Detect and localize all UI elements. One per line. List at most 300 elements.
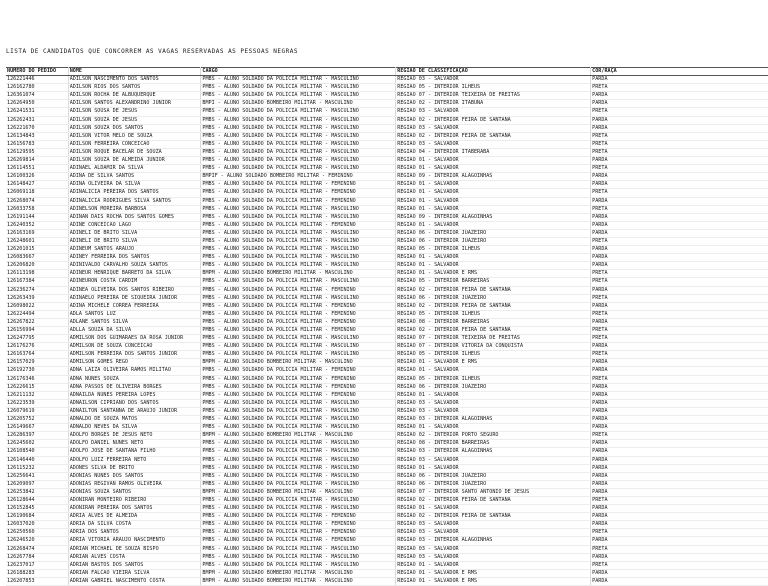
cell-cor-raca: PARDA <box>591 76 768 84</box>
cell-cor-raca: PARDA <box>591 197 768 205</box>
cell-cor-raca: PARDA <box>591 424 768 432</box>
table-row <box>6 561 768 569</box>
cell-regiao: REGIAO 01 - SALVADOR E RMS <box>396 577 591 585</box>
table-header-row <box>6 68 768 76</box>
cell-cor-raca: PARDA <box>591 92 768 100</box>
cell-numero-pedido: 126162780 <box>6 84 68 92</box>
cell-regiao: REGIAO 01 - SALVADOR <box>396 205 591 213</box>
cell-cor-raca: PRETA <box>591 375 768 383</box>
cell-cargo: PMBS - ALUNO SOLDADO DA POLICIA MILITAR - MASCULINO <box>201 505 396 513</box>
cell-cargo: PMBS - ALUNO SOLDADO DA POLICIA MILITAR - FEMININO <box>201 189 396 197</box>
cell-regiao: REGIAO 01 - SALVADOR <box>396 464 591 472</box>
table-row <box>6 302 768 310</box>
cell-nome: ADINEURON COSTA CARDIM <box>68 278 201 286</box>
cell-regiao: REGIAO 03 - INTERIOR ALAGOINHAS <box>396 416 591 424</box>
cell-nome: ADILSON SANTOS ALEXANDRINO JUNIOR <box>68 100 201 108</box>
cell-nome: ADNA NUNES SOUZA <box>68 375 201 383</box>
cell-nome: ADONIRAN MONTEIRO RIBEIRO <box>68 496 201 504</box>
table-row <box>6 424 768 432</box>
cell-numero-pedido: 126176276 <box>6 343 68 351</box>
table-row <box>6 116 768 124</box>
candidates-table <box>6 67 768 586</box>
table-row <box>6 254 768 262</box>
cell-regiao: REGIAO 06 - INTERIOR JUAZEIRO <box>396 480 591 488</box>
cell-cor-raca: PARDA <box>591 100 768 108</box>
cell-cargo: PMBS - ALUNO SOLDADO DA POLICIA MILITAR - MASCULINO <box>201 116 396 124</box>
table-row <box>6 270 768 278</box>
cell-numero-pedido: 126157029 <box>6 359 68 367</box>
cell-nome: ADINA DE SILVA SANTOS <box>68 173 201 181</box>
cell-cor-raca: PARDA <box>591 407 768 415</box>
cell-cargo: PMBS - ALUNO SOLDADO DA POLICIA MILITAR - MASCULINO <box>201 407 396 415</box>
cell-cor-raca: PARDA <box>591 505 768 513</box>
cell-cargo: PMBS - ALUNO SOLDADO DA POLICIA MILITAR - FEMININO <box>201 391 396 399</box>
cell-nome: ADONES SILVA DE BRITO <box>68 464 201 472</box>
cell-cargo: BMPM - ALUNO SOLDADO BOMBEIRO MILITAR - MASCULINO <box>201 359 396 367</box>
cell-cargo: PMBS - ALUNO SOLDADO DA POLICIA MILITAR - MASCULINO <box>201 335 396 343</box>
column-header-nome: NOME <box>68 68 201 76</box>
cell-numero-pedido: 126241531 <box>6 108 68 116</box>
table-row <box>6 124 768 132</box>
cell-regiao: REGIAO 01 - SALVADOR <box>396 367 591 375</box>
cell-numero-pedido: 126115232 <box>6 464 68 472</box>
cell-regiao: REGIAO 01 - SALVADOR <box>396 254 591 262</box>
cell-regiao: REGIAO 03 - SALVADOR <box>396 108 591 116</box>
cell-numero-pedido: 126268074 <box>6 197 68 205</box>
table-row <box>6 335 768 343</box>
cell-regiao: REGIAO 01 - SALVADOR <box>396 505 591 513</box>
cell-cargo: PMBS - ALUNO SOLDADO DA POLICIA MILITAR - MASCULINO <box>201 92 396 100</box>
cell-nome: ADILSON FERREIRA CONCEICAO <box>68 140 201 148</box>
cell-numero-pedido: 126079619 <box>6 407 68 415</box>
cell-regiao: REGIAO 02 - INTERIOR FEIRA DE SANTANA <box>396 116 591 124</box>
cell-nome: ADONIAS SOUZA SANTOS <box>68 488 201 496</box>
cell-regiao: REGIAO 03 - SALVADOR <box>396 140 591 148</box>
cell-nome: ADINELI DE BRITO SILVA <box>68 229 201 237</box>
cell-cargo: PMBS - ALUNO SOLDADO DA POLICIA MILITAR - MASCULINO <box>201 205 396 213</box>
cell-cor-raca: PRETA <box>591 270 768 278</box>
cell-nome: ADILSON SOUSA DE JESUS <box>68 108 201 116</box>
cell-cargo: PMBS - ALUNO SOLDADO DA POLICIA MILITAR - FEMININO <box>201 318 396 326</box>
cell-regiao: REGIAO 05 - INTERIOR ILHEUS <box>396 246 591 254</box>
cell-numero-pedido: 126146440 <box>6 456 68 464</box>
cell-numero-pedido: 126098022 <box>6 302 68 310</box>
cell-cor-raca: PARDA <box>591 513 768 521</box>
cell-cargo: PMBS - ALUNO SOLDADO DA POLICIA MILITAR - MASCULINO <box>201 262 396 270</box>
cell-cor-raca: PARDA <box>591 229 768 237</box>
cell-regiao: REGIAO 07 - INTERIOR VITORIA DA CONQUISTA <box>396 343 591 351</box>
cell-cargo: BMPM - ALUNO SOLDADO BOMBEIRO MILITAR - MASCULINO <box>201 569 396 577</box>
cell-regiao: REGIAO 05 - INTERIOR BARREIRAS <box>396 278 591 286</box>
cell-nome: ADILSON SOUZA DE ALMEIDA JUNIOR <box>68 157 201 165</box>
cell-regiao: REGIAO 07 - INTERIOR TEIXEIRA DE FREITAS <box>396 335 591 343</box>
cell-nome: ADMILSON FERREIRA DOS SANTOS JUNIOR <box>68 351 201 359</box>
cell-cargo: PMBS - ALUNO SOLDADO DA POLICIA MILITAR - FEMININO <box>201 310 396 318</box>
cell-regiao: REGIAO 06 - INTERIOR JUAZEIRO <box>396 294 591 302</box>
cell-nome: ADNAILTON SANTANNA DE ARAUJO JUNIOR <box>68 407 201 415</box>
table-row <box>6 173 768 181</box>
cell-cargo: PMBS - ALUNO SOLDADO DA POLICIA MILITAR - MASCULINO <box>201 472 396 480</box>
column-header-cor-raca: COR/RAÇA <box>591 68 768 76</box>
cell-cor-raca: PARDA <box>591 456 768 464</box>
cell-numero-pedido: 126128644 <box>6 496 68 504</box>
cell-cargo: PMBS - ALUNO SOLDADO DA POLICIA MILITAR - FEMININO <box>201 197 396 205</box>
cell-regiao: REGIAO 09 - INTERIOR ALAGOINHAS <box>396 213 591 221</box>
cell-cargo: PMBS - ALUNO SOLDADO DA POLICIA MILITAR - MASCULINO <box>201 496 396 504</box>
cell-numero-pedido: 126211132 <box>6 391 68 399</box>
cell-regiao: REGIAO 06 - INTERIOR JUAZEIRO <box>396 237 591 245</box>
cell-regiao: REGIAO 01 - SALVADOR <box>396 424 591 432</box>
table-row <box>6 278 768 286</box>
table-row <box>6 205 768 213</box>
cell-cargo: PMBS - ALUNO SOLDADO DA POLICIA MILITAR - MASCULINO <box>201 108 396 116</box>
cell-numero-pedido: 126245602 <box>6 440 68 448</box>
cell-numero-pedido: 126223539 <box>6 399 68 407</box>
cell-cor-raca: PRETA <box>591 310 768 318</box>
cell-nome: ADOLFO BORGES DE JESUS NETO <box>68 432 201 440</box>
cell-nome: ADRIAN BASTOS DOS SANTOS <box>68 561 201 569</box>
cell-regiao: REGIAO 05 - INTERIOR ILHEUS <box>396 375 591 383</box>
cell-cor-raca: PARDA <box>591 213 768 221</box>
cell-numero-pedido: 126156994 <box>6 327 68 335</box>
cell-regiao: REGIAO 01 - SALVADOR <box>396 391 591 399</box>
cell-regiao: REGIAO 02 - INTERIOR FEIRA DE SANTANA <box>396 327 591 335</box>
table-row <box>6 197 768 205</box>
cell-nome: ADILSON NASCIMENTO DOS SANTOS <box>68 76 201 84</box>
cell-nome: ADILSON ROQUE BACELAR DE SOUZA <box>68 148 201 156</box>
cell-cor-raca: PRETA <box>591 545 768 553</box>
cell-regiao: REGIAO 03 - INTERIOR ALAGOINHAS <box>396 448 591 456</box>
cell-regiao: REGIAO 02 - INTERIOR FEIRA DE SANTANA <box>396 513 591 521</box>
cell-cargo: PMBS - ALUNO SOLDADO DA POLICIA MILITAR - FEMININO <box>201 537 396 545</box>
cell-numero-pedido: 126152845 <box>6 505 68 513</box>
cell-numero-pedido: 126248601 <box>6 237 68 245</box>
cell-nome: ADRIAN FALCAO VIEIRA SILVA <box>68 569 201 577</box>
cell-numero-pedido: 126201015 <box>6 246 68 254</box>
cell-regiao: REGIAO 06 - INTERIOR JUAZEIRO <box>396 229 591 237</box>
table-row <box>6 505 768 513</box>
cell-numero-pedido: 126267822 <box>6 318 68 326</box>
cell-numero-pedido: 126206820 <box>6 262 68 270</box>
table-row <box>6 84 768 92</box>
cell-numero-pedido: 126256641 <box>6 472 68 480</box>
cell-regiao: REGIAO 02 - INTERIOR FEIRA DE SANTANA <box>396 132 591 140</box>
cell-cor-raca: PARDA <box>591 391 768 399</box>
table-row <box>6 440 768 448</box>
cell-regiao: REGIAO 08 - INTERIOR BARREIRAS <box>396 318 591 326</box>
cell-nome: ADOLFO DANIEL NUNES NETO <box>68 440 201 448</box>
cell-regiao: REGIAO 06 - INTERIOR JUAZEIRO <box>396 472 591 480</box>
cell-numero-pedido: 126176346 <box>6 375 68 383</box>
cell-cor-raca: PARDA <box>591 488 768 496</box>
cell-regiao: REGIAO 03 - SALVADOR <box>396 529 591 537</box>
cell-cargo: PMBS - ALUNO SOLDADO DA POLICIA MILITAR - MASCULINO <box>201 424 396 432</box>
cell-numero-pedido: 126148427 <box>6 181 68 189</box>
cell-nome: ADINELSON MOREIRA BARBOSA <box>68 205 201 213</box>
cell-cargo: PMBS - ALUNO SOLDADO DA POLICIA MILITAR - FEMININO <box>201 302 396 310</box>
cell-cor-raca: PARDA <box>591 343 768 351</box>
cell-cor-raca: PARDA <box>591 254 768 262</box>
cell-regiao: REGIAO 01 - SALVADOR <box>396 181 591 189</box>
cell-numero-pedido: 126114551 <box>6 165 68 173</box>
cell-nome: ADILSON VITOR MELO DE SOUZA <box>68 132 201 140</box>
cell-cor-raca: PARDA <box>591 448 768 456</box>
cell-nome: ADINE CONCEICAO LAGO <box>68 221 201 229</box>
table-row <box>6 221 768 229</box>
cell-cor-raca: PARDA <box>591 440 768 448</box>
cell-regiao: REGIAO 02 - INTERIOR PORTO SEGURO <box>396 432 591 440</box>
table-row <box>6 464 768 472</box>
cell-cor-raca: PRETA <box>591 132 768 140</box>
cell-cor-raca: PRETA <box>591 335 768 343</box>
table-row <box>6 407 768 415</box>
cell-cargo: PMBS - ALUNO SOLDADO DA POLICIA MILITAR - MASCULINO <box>201 553 396 561</box>
cell-numero-pedido: 126188283 <box>6 569 68 577</box>
cell-cargo: PMBS - ALUNO SOLDADO DA POLICIA MILITAR - MASCULINO <box>201 246 396 254</box>
cell-cor-raca: PRETA <box>591 351 768 359</box>
cell-numero-pedido: 126237017 <box>6 561 68 569</box>
cell-regiao: REGIAO 07 - INTERIOR SANTO ANTONIO DE JESUS <box>396 488 591 496</box>
cell-cor-raca: PARDA <box>591 181 768 189</box>
cell-cargo: PMBS - ALUNO SOLDADO DA POLICIA MILITAR - FEMININO <box>201 221 396 229</box>
cell-cor-raca: PARDA <box>591 157 768 165</box>
cell-cor-raca: PRETA <box>591 189 768 197</box>
cell-numero-pedido: 126226615 <box>6 383 68 391</box>
cell-cor-raca: PARDA <box>591 577 768 585</box>
cell-cargo: PMBS - ALUNO SOLDADO DA POLICIA MILITAR - MASCULINO <box>201 351 396 359</box>
cell-cargo: PMBS - ALUNO SOLDADO DA POLICIA MILITAR - MASCULINO <box>201 399 396 407</box>
cell-regiao: REGIAO 01 - SALVADOR E RMS <box>396 270 591 278</box>
cell-cor-raca: PARDA <box>591 416 768 424</box>
cell-nome: ADRIAN GABRIEL NASCIMENTO COSTA <box>68 577 201 585</box>
cell-numero-pedido: 126163169 <box>6 229 68 237</box>
cell-nome: ADINEUR HENRIQUE BARRETO DA SILVA <box>68 270 201 278</box>
cell-nome: ADILSON SOUZA DE JESUS <box>68 116 201 124</box>
cell-nome: ADILSON RIOS DOS SANTOS <box>68 84 201 92</box>
table-row <box>6 529 768 537</box>
cell-cargo: PMBS - ALUNO SOLDADO DA POLICIA MILITAR - MASCULINO <box>201 84 396 92</box>
cell-nome: ADMILSON GOMES REGO <box>68 359 201 367</box>
cell-numero-pedido: 126224494 <box>6 310 68 318</box>
table-row <box>6 92 768 100</box>
table-row <box>6 132 768 140</box>
cell-cor-raca: PARDA <box>591 472 768 480</box>
cell-cor-raca: PARDA <box>591 537 768 545</box>
cell-numero-pedido: 126240352 <box>6 221 68 229</box>
cell-cor-raca: PARDA <box>591 221 768 229</box>
table-row <box>6 189 768 197</box>
cell-regiao: REGIAO 01 - SALVADOR <box>396 221 591 229</box>
cell-nome: ADINAEL ALDAMIR DA SILVA <box>68 165 201 173</box>
cell-nome: ADONIAS REGIVAN RAMOS OLIVEIRA <box>68 480 201 488</box>
cell-numero-pedido: 126134843 <box>6 132 68 140</box>
cell-nome: ADNALDO DE SOUZA MATOS <box>68 416 201 424</box>
table-row <box>6 513 768 521</box>
cell-nome: ADRIA ALVES DE ALMEIDA <box>68 513 201 521</box>
cell-regiao: REGIAO 01 - SALVADOR <box>396 157 591 165</box>
cell-numero-pedido: 126033758 <box>6 205 68 213</box>
cell-cor-raca: PARDA <box>591 124 768 132</box>
cell-cargo: PMBS - ALUNO SOLDADO DA POLICIA MILITAR - MASCULINO <box>201 237 396 245</box>
cell-cargo: PMBS - ALUNO SOLDADO DA POLICIA MILITAR - FEMININO <box>201 513 396 521</box>
cell-cor-raca: PRETA <box>591 496 768 504</box>
cell-cargo: PMBS - ALUNO SOLDADO DA POLICIA MILITAR - MASCULINO <box>201 278 396 286</box>
cell-regiao: REGIAO 08 - INTERIOR BARREIRAS <box>396 440 591 448</box>
cell-regiao: REGIAO 04 - INTERIOR ITABERABA <box>396 148 591 156</box>
table-row <box>6 237 768 245</box>
column-header-cargo: CARGO <box>201 68 396 76</box>
cell-numero-pedido: 126236274 <box>6 286 68 294</box>
cell-nome: ADINEY FERREIRA DOS SANTOS <box>68 254 201 262</box>
cell-cor-raca: PRETA <box>591 294 768 302</box>
cell-regiao: REGIAO 02 - INTERIOR ITABUNA <box>396 100 591 108</box>
cell-numero-pedido: 126269814 <box>6 157 68 165</box>
cell-nome: ADRIA DA SILVA COSTA <box>68 521 201 529</box>
table-row <box>6 100 768 108</box>
cell-nome: ADINEUM SANTOS ARAUJO <box>68 246 201 254</box>
cell-cargo: PMBS - ALUNO SOLDADO DA POLICIA MILITAR - MASCULINO <box>201 545 396 553</box>
cell-numero-pedido: 126113198 <box>6 270 68 278</box>
table-row <box>6 537 768 545</box>
cell-numero-pedido: 126207853 <box>6 577 68 585</box>
cell-cor-raca: PRETA <box>591 108 768 116</box>
cell-numero-pedido: 126286397 <box>6 432 68 440</box>
cell-cor-raca: PARDA <box>591 262 768 270</box>
cell-cor-raca: PRETA <box>591 529 768 537</box>
table-row <box>6 318 768 326</box>
cell-numero-pedido: 126361074 <box>6 92 68 100</box>
cell-cargo: PMBS - ALUNO SOLDADO DA POLICIA MILITAR - MASCULINO <box>201 480 396 488</box>
table-row <box>6 569 768 577</box>
cell-numero-pedido: 126253842 <box>6 488 68 496</box>
cell-regiao: REGIAO 01 - SALVADOR <box>396 262 591 270</box>
cell-cor-raca: PARDA <box>591 553 768 561</box>
table-row <box>6 399 768 407</box>
cell-numero-pedido: 126167384 <box>6 278 68 286</box>
cell-cargo: PMBS - ALUNO SOLDADO DA POLICIA MILITAR - MASCULINO <box>201 254 396 262</box>
cell-cargo: PMBS - ALUNO SOLDADO DA POLICIA MILITAR - FEMININO <box>201 521 396 529</box>
cell-numero-pedido: 126190684 <box>6 513 68 521</box>
cell-cor-raca: PARDA <box>591 359 768 367</box>
cell-cargo: PMBS - ALUNO SOLDADO DA POLICIA MILITAR - MASCULINO <box>201 448 396 456</box>
table-row <box>6 488 768 496</box>
cell-numero-pedido: 126069118 <box>6 189 68 197</box>
cell-regiao: REGIAO 02 - INTERIOR FEIRA DE SANTANA <box>396 496 591 504</box>
column-header-numero-pedido: NUMERO DO PEDIDO <box>6 68 68 76</box>
cell-regiao: REGIAO 01 - SALVADOR <box>396 189 591 197</box>
cell-nome: ADINA MICHELE CORREA FERREIRA <box>68 302 201 310</box>
cell-cargo: BMPM - ALUNO SOLDADO BOMBEIRO MILITAR - MASCULINO <box>201 432 396 440</box>
cell-nome: ADINIVALDO CARVALHO SOUZA SANTOS <box>68 262 201 270</box>
cell-nome: ADLLA SOUZA DA SILVA <box>68 327 201 335</box>
cell-cargo: PMBS - ALUNO SOLDADO DA POLICIA MILITAR - MASCULINO <box>201 456 396 464</box>
cell-cor-raca: PRETA <box>591 237 768 245</box>
cell-cor-raca: PARDA <box>591 383 768 391</box>
cell-nome: ADLA SANTOS LUZ <box>68 310 201 318</box>
cell-numero-pedido: 126262431 <box>6 116 68 124</box>
cell-nome: ADILSON ROCHA DE ALBUQUERQUE <box>68 92 201 100</box>
cell-nome: ADOLFO LUIZ FERREIRA NETO <box>68 456 201 464</box>
cell-regiao: REGIAO 03 - SALVADOR <box>396 456 591 464</box>
cell-numero-pedido: 126100326 <box>6 173 68 181</box>
table-row <box>6 76 768 84</box>
table-row <box>6 229 768 237</box>
table-row <box>6 213 768 221</box>
cell-nome: ADINAN DAIS ROCHA DOS SANTOS GOMES <box>68 213 201 221</box>
cell-regiao: REGIAO 05 - INTERIOR ILHEUS <box>396 84 591 92</box>
table-row <box>6 383 768 391</box>
table-row <box>6 521 768 529</box>
cell-regiao: REGIAO 03 - SALVADOR <box>396 399 591 407</box>
cell-nome: ADINAELO PEREIRA DE SIQUEIRA JUNIOR <box>68 294 201 302</box>
table-row <box>6 577 768 585</box>
cell-nome: ADMILSON DOS GUIMARAES DA ROSA JUNIOR <box>68 335 201 343</box>
cell-cargo: PMBS - ALUNO SOLDADO DA POLICIA MILITAR - MASCULINO <box>201 229 396 237</box>
cell-regiao: REGIAO 05 - INTERIOR ILHEUS <box>396 310 591 318</box>
cell-numero-pedido: 126108540 <box>6 448 68 456</box>
cell-numero-pedido: 126037020 <box>6 521 68 529</box>
cell-cor-raca: PRETA <box>591 278 768 286</box>
table-row <box>6 286 768 294</box>
cell-regiao: REGIAO 03 - SALVADOR <box>396 553 591 561</box>
cell-cor-raca: PARDA <box>591 480 768 488</box>
cell-cor-raca: PARDA <box>591 286 768 294</box>
cell-nome: ADILSON SOUZA DOS SANTOS <box>68 124 201 132</box>
cell-cargo: BMPIF - ALUNO SOLDADO BOMBEIRO MILITAR - FEMININO <box>201 173 396 181</box>
cell-regiao: REGIAO 01 - SALVADOR <box>396 561 591 569</box>
cell-numero-pedido: 126268474 <box>6 545 68 553</box>
table-row <box>6 351 768 359</box>
cell-nome: ADNAILDA NUNES PEREIRA LOPES <box>68 391 201 399</box>
table-row <box>6 108 768 116</box>
table-row <box>6 359 768 367</box>
cell-cor-raca: PARDA <box>591 399 768 407</box>
cell-cargo: PMBS - ALUNO SOLDADO DA POLICIA MILITAR - MASCULINO <box>201 76 396 84</box>
cell-cargo: PMBS - ALUNO SOLDADO DA POLICIA MILITAR - MASCULINO <box>201 343 396 351</box>
cell-cargo: PMBS - ALUNO SOLDADO DA POLICIA MILITAR - FEMININO <box>201 367 396 375</box>
cell-cargo: PMBS - ALUNO SOLDADO DA POLICIA MILITAR - FEMININO <box>201 529 396 537</box>
cell-cor-raca: PARDA <box>591 464 768 472</box>
cell-numero-pedido: 126246520 <box>6 537 68 545</box>
cell-numero-pedido: 126149667 <box>6 424 68 432</box>
table-body <box>6 76 768 586</box>
cell-cor-raca: PRETA <box>591 148 768 156</box>
cell-cor-raca: PRETA <box>591 432 768 440</box>
cell-nome: ADRIAN MICHAEL DE SOUZA BISPO <box>68 545 201 553</box>
table-row <box>6 432 768 440</box>
cell-cor-raca: PARDA <box>591 302 768 310</box>
cell-cargo: PMBS - ALUNO SOLDADO DA POLICIA MILITAR - MASCULINO <box>201 157 396 165</box>
cell-numero-pedido: 126191144 <box>6 213 68 221</box>
table-row <box>6 375 768 383</box>
cell-numero-pedido: 126267784 <box>6 553 68 561</box>
cell-nome: ADONIRAN PEREIRA DOS SANTOS <box>68 505 201 513</box>
cell-cargo: BMPM - ALUNO SOLDADO BOMBEIRO MILITAR - MASCULINO <box>201 270 396 278</box>
table-row <box>6 456 768 464</box>
cell-cargo: BMPI - ALUNO SOLDADO BOMBEIRO MILITAR - MASCULINO <box>201 100 396 108</box>
cell-cor-raca: PRETA <box>591 561 768 569</box>
table-row <box>6 327 768 335</box>
cell-cor-raca: PARDA <box>591 246 768 254</box>
column-header-regiao: REGIÃO DE CLASSIFICAÇÃO <box>396 68 591 76</box>
cell-cargo: PMBS - ALUNO SOLDADO DA POLICIA MILITAR - MASCULINO <box>201 148 396 156</box>
table-row <box>6 391 768 399</box>
cell-nome: ADINALICIA RODRIGUES SILVA SANTOS <box>68 197 201 205</box>
cell-regiao: REGIAO 01 - SALVADOR E RMS <box>396 359 591 367</box>
table-row <box>6 367 768 375</box>
cell-numero-pedido: 126263439 <box>6 294 68 302</box>
table-row <box>6 310 768 318</box>
